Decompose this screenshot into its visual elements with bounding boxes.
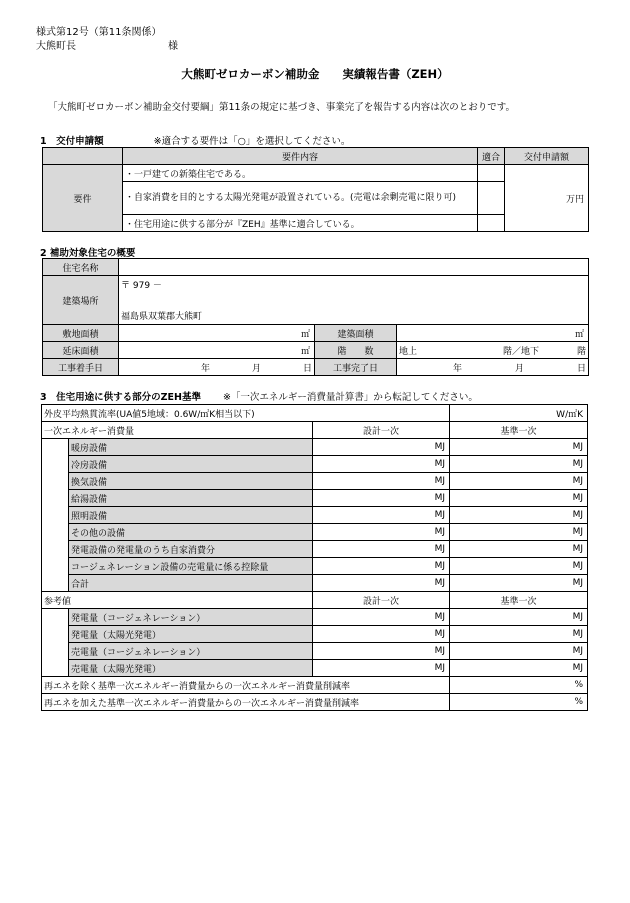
energy-indent: [42, 507, 69, 524]
reference-design-input[interactable]: [313, 643, 450, 660]
application-table: [42, 147, 589, 232]
end-month: 月: [515, 363, 525, 374]
section2-heading: 2 補助対象住宅の概要: [40, 248, 136, 259]
energy-item-label: 照明設備: [69, 507, 313, 524]
energy-standard-input[interactable]: [450, 558, 588, 575]
section1-heading: [40, 133, 350, 147]
energy-design-unit: MJ: [434, 493, 446, 503]
energy-row: [42, 575, 588, 592]
house-name-label: 住宅名称: [43, 259, 119, 276]
energy-item-label: 給湯設備: [69, 490, 313, 507]
energy-item-label: その他の設備: [69, 524, 313, 541]
reference-row: [42, 609, 588, 626]
ref-col-standard: 基準一次: [450, 592, 588, 609]
floor-area-label: 延床面積: [43, 342, 119, 359]
reference-label: 参考値: [42, 592, 313, 609]
document-title: 大熊町ゼロカーボン補助金 実績報告書（ZEH）: [181, 67, 449, 81]
floor-unit: 階: [577, 346, 587, 357]
reference-design-unit: MJ: [434, 663, 446, 673]
floor-separator: 階／地下: [503, 346, 540, 357]
site-area-label: 敷地面積: [43, 325, 119, 342]
reference-row: [42, 643, 588, 660]
energy-design-unit: MJ: [434, 578, 446, 588]
floor-area-unit: ㎡: [300, 346, 310, 357]
section3-note: ※「一次エネルギー消費量計算書」から転記してください。: [222, 392, 478, 403]
reduction-rate-2-label: 再エネを加えた基準一次エネルギー消費量からの一次エネルギー消費量削減率: [42, 694, 450, 711]
reference-rows: [42, 609, 588, 677]
energy-standard-input[interactable]: [450, 541, 588, 558]
floor-area-input[interactable]: [119, 342, 315, 359]
energy-standard-unit: MJ: [572, 510, 584, 520]
energy-item-label: 合計: [69, 575, 313, 592]
energy-indent: [42, 558, 69, 575]
reference-standard-input[interactable]: [450, 660, 588, 677]
end-date-label: 工事完了日: [315, 359, 397, 376]
energy-design-unit: MJ: [434, 459, 446, 469]
energy-indent: [42, 541, 69, 558]
reference-standard-input[interactable]: [450, 643, 588, 660]
postal-code: 〒 979 －: [121, 281, 162, 291]
honorific: 様: [168, 41, 178, 52]
site-area-input[interactable]: [119, 325, 315, 342]
energy-item-label: 換気設備: [69, 473, 313, 490]
reference-item-label: 売電量（太陽光発電）: [69, 660, 313, 677]
energy-design-input[interactable]: [313, 541, 450, 558]
conform-checkbox-1[interactable]: [478, 165, 505, 182]
energy-design-unit: MJ: [434, 561, 446, 571]
energy-standard-input[interactable]: [450, 524, 588, 541]
energy-item-label: 発電設備の発電量のうち自家消費分: [69, 541, 313, 558]
energy-design-input[interactable]: [313, 524, 450, 541]
reduction-rate-2-unit: %: [574, 697, 584, 707]
energy-design-input[interactable]: [313, 490, 450, 507]
floors-label: 階 数: [315, 342, 397, 359]
amount-input[interactable]: [505, 165, 589, 232]
reference-design-unit: MJ: [434, 646, 446, 656]
end-date-input[interactable]: [397, 359, 589, 376]
section1-title: 1 交付申請額: [40, 136, 104, 147]
location-input[interactable]: [119, 276, 589, 325]
col-standard: 基準一次: [450, 422, 588, 439]
energy-row: [42, 456, 588, 473]
address-prefix: 福島県双葉郡大熊町: [121, 312, 203, 322]
energy-indent: [42, 490, 69, 507]
ref-col-design: 設計一次: [313, 592, 450, 609]
house-overview-table: [42, 258, 589, 376]
energy-standard-input[interactable]: [450, 507, 588, 524]
reference-row: [42, 660, 588, 677]
energy-row: [42, 473, 588, 490]
start-month: 月: [251, 363, 261, 374]
energy-design-unit: MJ: [434, 442, 446, 452]
ua-label: 外皮平均熱貫流率(UA値5地域：0.6W/㎡K相当以下): [42, 405, 450, 422]
start-day: 日: [302, 363, 312, 374]
energy-indent: [42, 473, 69, 490]
house-name-input[interactable]: [119, 259, 589, 276]
energy-item-label: 暖房設備: [69, 439, 313, 456]
energy-standard-input[interactable]: [450, 575, 588, 592]
form-number: 様式第12号（第11条関係）: [36, 27, 162, 38]
addressee: 大熊町長: [36, 41, 76, 52]
energy-standard-unit: MJ: [572, 442, 584, 452]
energy-row: [42, 524, 588, 541]
reference-item-label: 発電量（太陽光発電）: [69, 626, 313, 643]
site-area-unit: ㎡: [300, 329, 310, 340]
energy-row: [42, 558, 588, 575]
reference-standard-unit: MJ: [572, 629, 584, 639]
building-area-label: 建築面積: [315, 325, 397, 342]
col-conform: 適合: [478, 148, 505, 165]
energy-standard-unit: MJ: [572, 459, 584, 469]
energy-design-unit: MJ: [434, 544, 446, 554]
reference-indent: [42, 626, 69, 643]
energy-label: 一次エネルギー消費量: [42, 422, 313, 439]
energy-item-label: 冷房設備: [69, 456, 313, 473]
energy-standard-unit: MJ: [572, 493, 584, 503]
reference-indent: [42, 660, 69, 677]
reference-standard-unit: MJ: [572, 663, 584, 673]
energy-indent: [42, 575, 69, 592]
reference-standard-unit: MJ: [572, 646, 584, 656]
energy-standard-unit: MJ: [572, 544, 584, 554]
energy-standard-unit: MJ: [572, 561, 584, 571]
intro-text: 「大熊町ゼロカーボン補助金交付要綱」第11条の規定に基づき、事業完了を報告する内容は次のとおりです。: [48, 102, 515, 113]
requirements-label: 要件: [43, 165, 123, 232]
end-year: 年: [453, 363, 463, 374]
end-day: 日: [577, 363, 587, 374]
energy-indent: [42, 439, 69, 456]
reference-standard-input[interactable]: [450, 609, 588, 626]
energy-row: [42, 541, 588, 558]
energy-standard-input[interactable]: [450, 473, 588, 490]
energy-design-input[interactable]: [313, 473, 450, 490]
start-date-input[interactable]: [119, 359, 315, 376]
energy-design-unit: MJ: [434, 476, 446, 486]
ua-unit: W/㎡K: [556, 409, 584, 420]
reference-design-input[interactable]: [313, 626, 450, 643]
energy-standard-unit: MJ: [572, 578, 584, 588]
col-amount: 交付申請額: [505, 148, 589, 165]
energy-design-input[interactable]: [313, 507, 450, 524]
energy-standard-input[interactable]: [450, 439, 588, 456]
energy-indent: [42, 456, 69, 473]
reference-standard-unit: MJ: [572, 612, 584, 622]
zeh-standard-table: [41, 404, 588, 711]
floors-input[interactable]: [397, 342, 589, 359]
conform-checkbox-3[interactable]: [478, 215, 505, 232]
reference-design-unit: MJ: [434, 629, 446, 639]
energy-indent: [42, 524, 69, 541]
above-ground-label: 地上: [399, 346, 418, 357]
reduction-rate-2-input[interactable]: [450, 694, 588, 711]
reference-indent: [42, 609, 69, 626]
reference-item-label: 発電量（コージェネレーション）: [69, 609, 313, 626]
energy-standard-unit: MJ: [572, 476, 584, 486]
energy-row: [42, 439, 588, 456]
energy-design-unit: MJ: [434, 510, 446, 520]
reduction-rate-1-label: 再エネを除く基準一次エネルギー消費量からの一次エネルギー消費量削減率: [42, 677, 450, 694]
energy-standard-unit: MJ: [572, 527, 584, 537]
reference-design-unit: MJ: [434, 612, 446, 622]
building-area-unit: ㎡: [575, 329, 585, 340]
reference-standard-input[interactable]: [450, 626, 588, 643]
energy-design-input[interactable]: [313, 575, 450, 592]
amount-unit: 万円: [565, 194, 584, 205]
requirement-2: ・自家消費を目的とする太陽光発電が設置されている。(売電は余剰売電に限り可): [123, 182, 478, 215]
start-year: 年: [201, 363, 211, 374]
location-label: 建築場所: [43, 276, 119, 325]
energy-design-unit: MJ: [434, 527, 446, 537]
reference-row: [42, 626, 588, 643]
col-requirements: 要件内容: [123, 148, 478, 165]
ua-input[interactable]: [450, 405, 588, 422]
blank-corner: [43, 148, 123, 165]
start-date-label: 工事着手日: [43, 359, 119, 376]
reduction-rate-1-input[interactable]: [450, 677, 588, 694]
col-design: 設計一次: [313, 422, 450, 439]
energy-design-input[interactable]: [313, 439, 450, 456]
reference-item-label: 売電量（コージェネレーション）: [69, 643, 313, 660]
conform-checkbox-2[interactable]: [478, 182, 505, 215]
reference-design-input[interactable]: [313, 609, 450, 626]
energy-item-label: コージェネレーション設備の売電量に係る控除量: [69, 558, 313, 575]
energy-rows: [42, 439, 588, 592]
reduction-rate-1-unit: %: [574, 680, 584, 690]
reference-indent: [42, 643, 69, 660]
reference-design-input[interactable]: [313, 660, 450, 677]
energy-design-input[interactable]: [313, 456, 450, 473]
section3-title: 3 住宅用途に供する部分のZEH基準: [40, 392, 201, 403]
energy-row: [42, 507, 588, 524]
energy-standard-input[interactable]: [450, 456, 588, 473]
energy-design-input[interactable]: [313, 558, 450, 575]
requirement-3: ・住宅用途に供する部分が『ZEH』基準に適合している。: [123, 215, 478, 232]
section3-heading: [40, 389, 478, 403]
requirement-1: ・一戸建ての新築住宅である。: [123, 165, 478, 182]
section1-note: ※適合する要件は「○」を選択してください。: [153, 136, 351, 147]
building-area-input[interactable]: [397, 325, 589, 342]
energy-standard-input[interactable]: [450, 490, 588, 507]
energy-row: [42, 490, 588, 507]
